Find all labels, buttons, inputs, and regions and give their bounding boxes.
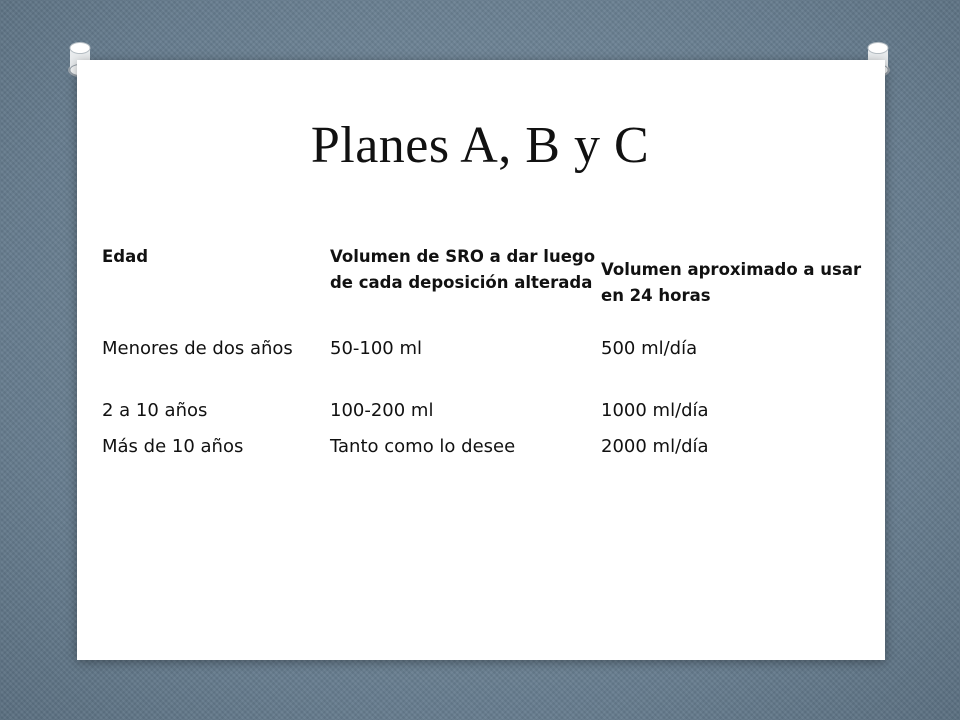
table-cell: Tanto como lo desee [330,436,516,457]
table-cell: 2000 ml/día [601,436,709,457]
table-cell: 500 ml/día [601,338,698,359]
header-volumen-sro: Volumen de SRO a dar luego de cada deposición alterada [330,247,596,292]
data-table [102,236,872,470]
slide-title: Planes A, B y C [310,117,650,174]
table-cell: Menores de dos años [102,338,293,359]
table-cell: 100-200 ml [330,400,434,421]
header-edad: Edad [102,247,149,266]
header-volumen-24h: Volumen aproximado a usar en 24 horas [601,260,862,305]
table-cell: 1000 ml/día [601,400,709,421]
table-row [102,336,872,390]
table-row [102,434,872,470]
table-cell: Más de 10 años [102,436,244,457]
table-row [102,398,872,434]
table-cell: 50-100 ml [330,338,423,359]
table-cell: 2 a 10 años [102,400,208,421]
table-header-row [102,236,872,326]
